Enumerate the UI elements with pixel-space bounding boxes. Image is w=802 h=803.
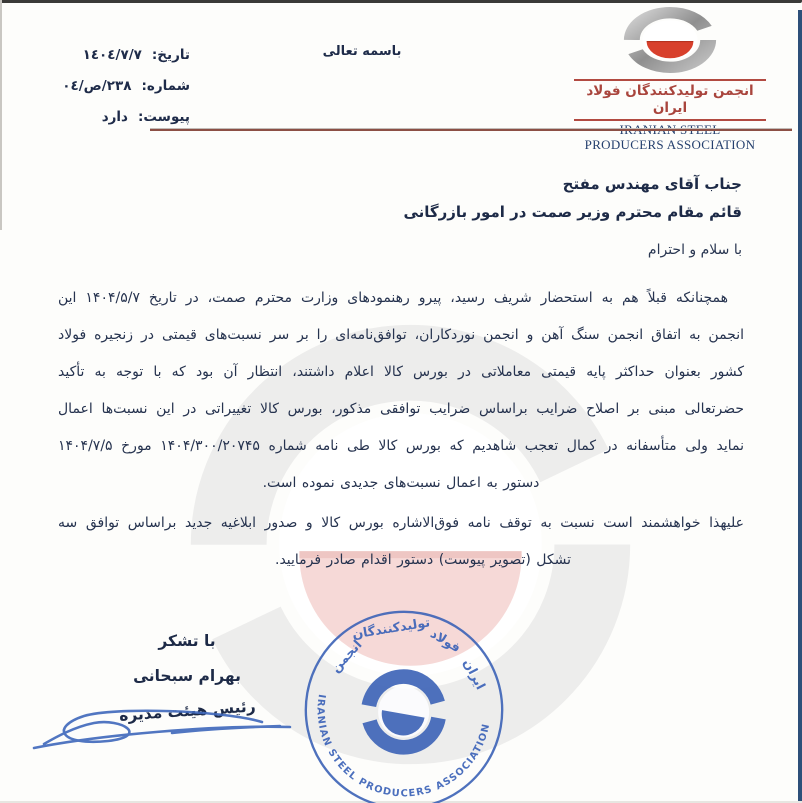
org-name-fa: انجمن تولیدکنندگان فولاد ایران [586,83,754,116]
date-row [18,40,190,71]
association-logo-icon [617,2,723,78]
stamp-fa-word: ایران [459,656,488,693]
date-value: ١٤٠٤/٧/٧ [82,47,142,63]
association-stamp [279,585,529,803]
scan-border-left [0,0,2,230]
body-line: کشور بعنوان حداکثر پایه قیمتی معاملاتی در بورس کالا اعلام داشتند، انتظار آن بود که با توجه به تأکید [58,364,744,380]
letterhead-rule-bottom [574,119,766,121]
stamp-en-text: IRANIAN STEEL PRODUCERS ASSOCIATION [314,693,493,800]
besmellah-text: باسمه تعالی [322,44,402,59]
body-line: نماید ولی متأسفانه در کمال تعجب شاهدیم که بورس کالا طی نامه شماره ۱۴۰۴/۳۰۰/۲۰۷۴۵ مورخ ۱۴۰۴/۷/۵ [58,438,744,454]
number-row [18,71,190,102]
body-paragraph-2 [58,505,744,579]
body-line: دستور به اعمال نسبت‌های جدیدی نموده است. [262,475,540,491]
recipient-block [403,170,742,226]
body-line: همچنانکه قبلاً هم به استحضار شریف رسید، پیرو رهنمودهای وزارت محترم صمت، در تاریخ ۱۴۰۴/۵/۷ این [58,290,728,306]
org-name-en-line2: PRODUCERS ASSOCIATION [584,137,756,152]
recipient-title: قائم مقام محترم وزیر صمت در امور بازرگانی [403,203,742,221]
attachment-value: دارد [101,109,128,125]
attachment-label: پیوست: [137,109,190,125]
handwritten-signature [22,698,307,764]
letter-meta-fields [18,40,190,133]
stamp-fa-word: انجمن [328,637,366,676]
signer-title: رئیس هیئت مدیره [118,697,256,725]
body-line: علیهذا خواهشمند است نسبت به توقف نامه فوق‌الاشاره بورس کالا و صدور ابلاغیه جدید براساس توافق سه [58,515,744,531]
date-label: تاریخ: [151,47,190,63]
letterhead-rule-top [574,79,766,81]
stamp-fa-word: تولیدکنندگان [351,615,432,643]
salutation-text: با سلام و احترام [647,242,742,258]
number-label: شماره: [141,78,190,94]
stamp-fa-word: فولاد [427,626,463,657]
body-line: انجمن به اتفاق انجمن سنگ آهن و انجمن نوردکاران، توافق‌نامه‌ای را بر سر نسبت‌های قیمتی در زنجیره فولاد [58,327,744,343]
number-value: ٢٣٨/ص/٠٤ [62,78,132,94]
signer-name: بهرام سبحانی [133,667,241,685]
body-paragraph-1 [58,280,744,502]
body-line: تشکل (تصویر پیوست) دستور اقدام صادر فرمایید. [275,552,571,568]
body-line: حضرتعالی مبنی بر اصلاح ضرایب براساس ضرایب توافقی مذکور، بورس کالا تغییراتی در این نسبت‌ها اعمال [58,401,744,417]
signature-thanks: با تشکر [158,632,216,650]
recipient-name: جناب آقای مهندس مفتح [562,175,742,193]
header-separator-rule [150,128,792,131]
scan-border-right [798,10,802,803]
